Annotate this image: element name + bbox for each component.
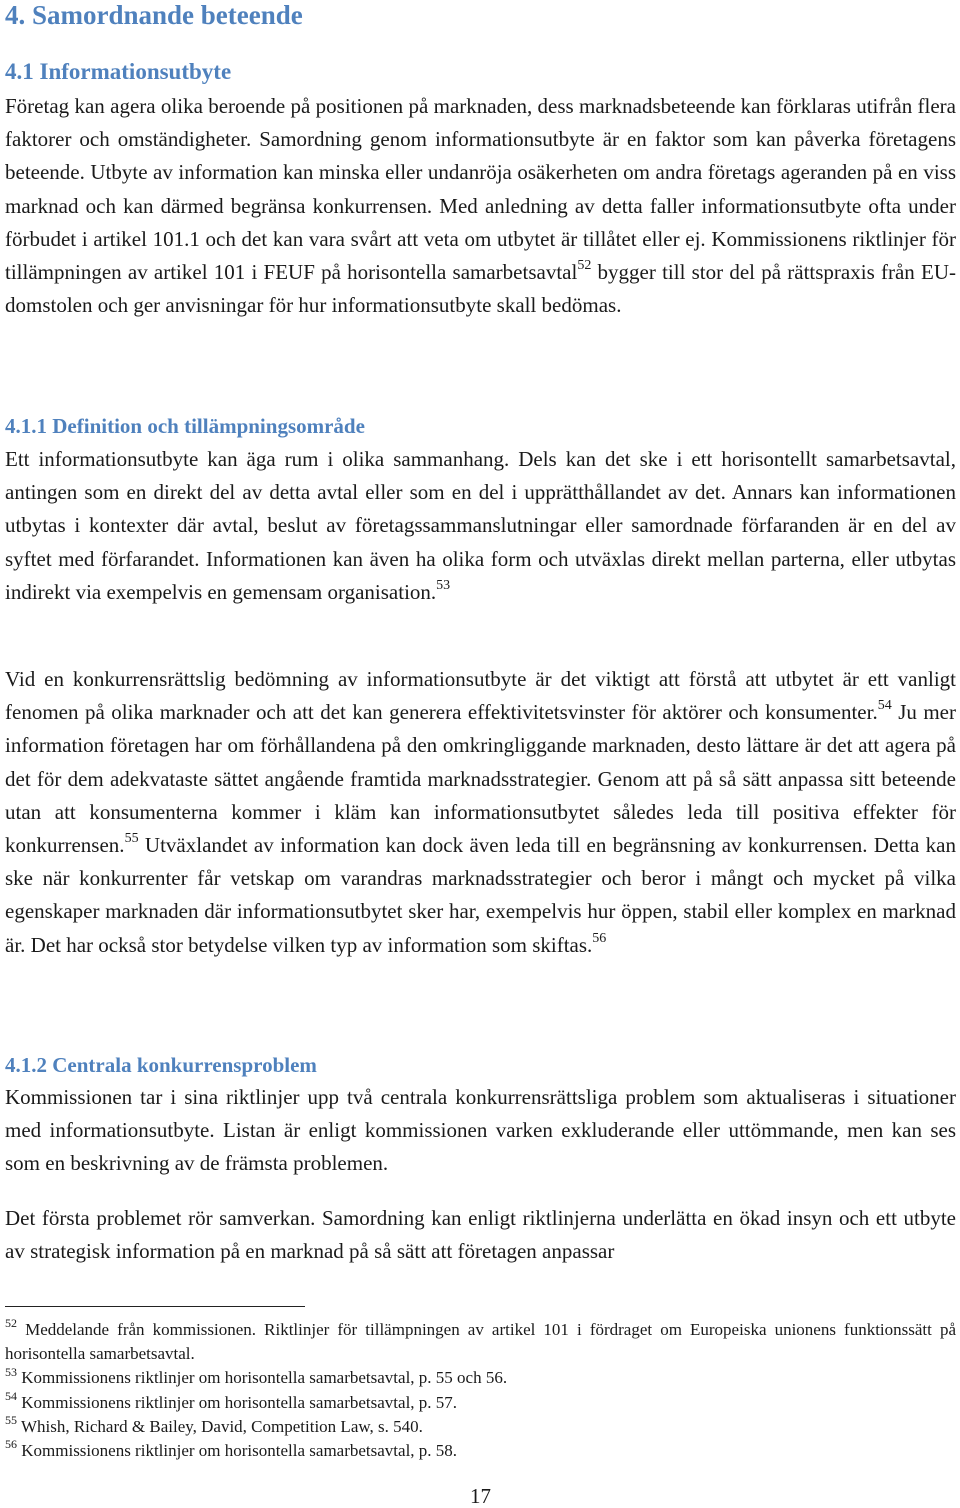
- chapter-heading: 4. Samordnande beteende: [5, 0, 303, 30]
- paragraph-4-1-1-b: [5, 663, 956, 962]
- footnote-52: [5, 1318, 956, 1366]
- footnote-55: [5, 1415, 956, 1439]
- paragraph-text: Ju mer information företagen har om förhållandena på den omkringliggande marknaden, desto lättare är det att agera på det för dem adekvataste sättet angående framtida marknadsstrategier. Genom att på så sätt anpassa sitt beteende utan att konsumenterna kommer i kläm kan informationsutbytet således leda till positiva effekter för konkurrensen.: [5, 700, 956, 858]
- footnote-number: 56: [5, 1437, 17, 1452]
- footnote-number: 55: [5, 1413, 17, 1428]
- footnote-56: [5, 1439, 956, 1463]
- section-heading-4-1-2: 4.1.2 Centrala konkurrensproblem: [5, 1053, 317, 1077]
- footnote-number: 52: [5, 1316, 17, 1331]
- paragraph-4-1-1-a: [5, 443, 956, 609]
- footnote-text: Whish, Richard & Bailey, David, Competition Law, s. 540.: [17, 1416, 423, 1436]
- footnote-ref-55[interactable]: 55: [124, 831, 139, 847]
- section-heading-4-1-1: 4.1.1 Definition och tillämpningsområde: [5, 414, 365, 438]
- footnote-53: [5, 1366, 956, 1390]
- footnote-ref-53[interactable]: 53: [436, 577, 451, 593]
- paragraph-text: Utväxlandet av information kan dock även leda till en begränsning av konkurrensen. Detta kan ske när konkurrenter får vetskap om varandras marknadsstrategier och beror i mångt och mycket på vilka egenskaper marknaden där informationsutbytet sker har, exempelvis hur öppen, stabil eller komplex en marknad är. Det har också stor betydelse vilken typ av information som skiftas.: [5, 833, 956, 957]
- footnote-text: Meddelande från kommissionen. Riktlinjer för tillämpningen av artikel 101 i fördraget om Europeiska unionens funktionssätt på horisontella samarbetsavtal.: [5, 1320, 956, 1364]
- page-number: 17: [470, 1484, 491, 1508]
- footnote-text: Kommissionens riktlinjer om horisontella samarbetsavtal, p. 58.: [17, 1441, 458, 1461]
- paragraph-text: Företag kan agera olika beroende på positionen på marknaden, dess marknadsbeteende kan förklaras utifrån flera faktorer och omständigheter. Samordning genom informationsutbyte är en faktor som kan påverka företagens beteende. Utbyte av information kan minska eller undanröja osäkerheten om andra företags ageranden på en viss marknad och kan därmed begränsa konkurrensen. Med anledning av detta faller informationsutbyte ofta under förbudet i artikel 101.1 och det kan vara svårt att veta om utbytet är tillåtet eller ej. Kommissionens riktlinjer för tillämpningen av artikel 101 i FEUF på horisontella samarbetsavtal: [5, 94, 956, 285]
- footnote-number: 54: [5, 1388, 17, 1403]
- footnote-54: [5, 1388, 956, 1415]
- footnote-text: Kommissionens riktlinjer om horisontella samarbetsavtal, p. 55 och 56.: [17, 1368, 508, 1388]
- paragraph-text: Ett informationsutbyte kan äga rum i olika sammanhang. Dels kan det ske i ett horisontellt samarbetsavtal, antingen som en direkt del av detta avtal eller som en del i upprätthållandet av det. Annars kan informationen utbytas i kontexter där avtal, beslut av företagssammanslutningar eller samordnade förfaranden är en del av syftet med förfarandet. Informationen kan även ha olika form och utväxlas direkt mellan parterna, eller utbytas indirekt via exempelvis en gemensam organisation.: [5, 447, 956, 604]
- paragraph-text: bygger till stor del på rättspraxis från EU-domstolen och ger anvisningar för hur informationsutbyte skall bedömas.: [5, 260, 956, 318]
- footnote-number: 53: [5, 1364, 17, 1379]
- paragraph-4-1-2-b: Det första problemet rör samverkan. Samordning kan enligt riktlinjerna underlätta en ökad insyn och ett utbyte av strategisk information på en marknad på så sätt att företagen anpassar: [5, 1206, 956, 1264]
- paragraph-4-1: [5, 90, 956, 322]
- paragraph-4-1-2-a: Kommissionen tar i sina riktlinjer upp två centrala konkurrensrättsliga problem som aktualiseras i situationer med informationsutbyte. Listan är enligt kommissionen varken exkluderande eller uttömmande, men kan ses som en beskrivning av de främsta problemen.: [5, 1085, 956, 1176]
- footnotes: [5, 1318, 956, 1463]
- footnote-ref-54[interactable]: 54: [877, 698, 892, 714]
- section-heading-4-1: 4.1 Informationsutbyte: [5, 59, 232, 84]
- paragraph-text: Vid en konkurrensrättslig bedömning av informationsutbyte är det viktigt att förstå att utbytet är ett vanligt fenomen på olika marknader och att det kan generera effektivitetsvinster för aktörer och konsumenter.: [5, 667, 956, 725]
- footnote-text: Kommissionens riktlinjer om horisontella samarbetsavtal, p. 57.: [17, 1392, 458, 1412]
- footnote-divider: [5, 1306, 305, 1307]
- footnote-ref-52[interactable]: 52: [577, 258, 592, 274]
- footnote-ref-56[interactable]: 56: [592, 930, 607, 946]
